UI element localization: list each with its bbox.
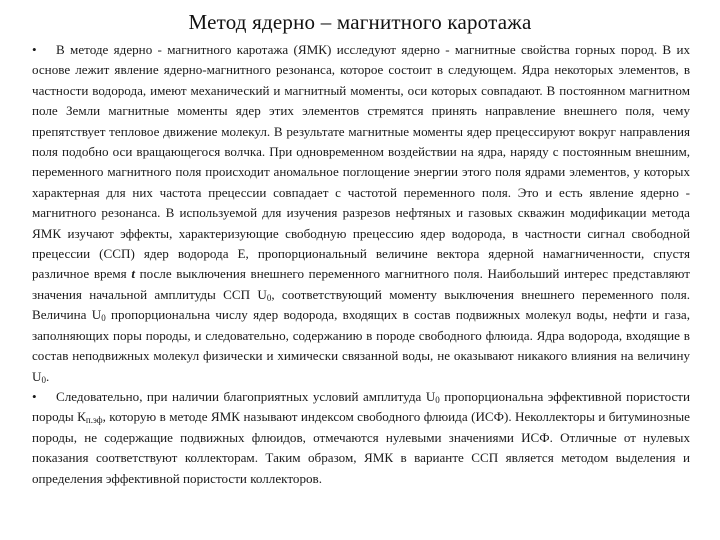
bullet-marker-2: •: [32, 388, 37, 404]
paragraph-2-text-b: пропорциональна эффективной пористости породы К: [32, 388, 690, 425]
bullet-marker-1: •: [32, 42, 37, 57]
subscript: 0: [435, 394, 440, 405]
paragraph-1: [32, 40, 690, 387]
time-variable: t: [131, 266, 135, 282]
paragraph-1-text-a: В методе ядерно - магнитного каротажа (ЯМК) исследуют ядерно - магнитные свойства горных пород. В их основе лежит явление ядерно-магнитного резонанса, которое состоит в следующем. Ядра некоторых элементов, в частности водорода, имеют механический и магнитный моменты, оси которых совпадают. В постоянном магнитном поле Земли магнитные моменты ядер этих элементов стремятся принять направление внешнего поля, чему препятствует тепловое движение молекул. В результате магнитные моменты ядер прецессируют вокруг направления поля подобно оси вращающегося волчка. При одновременном воздействии на ядра, наряду с постоянным внешним, переменного магнитного поля происходит аномальное поглощение энергии этого поля ядрами элементов, у которых характерная для них частота прецессии совпадает с частотой переменного поля. Это и есть явление ядерно - магнитного резонанса. В используемой для изучения разрезов нефтяных и газовых скважин модификации метода ЯМК изучают эффекты, характеризующие свободную прецессию ядер водорода, в частности сигнал свободной прецессии (ССП) ядер водорода Е, пропорциональный величине вектора ядерной намагниченности, спустя различное время: [32, 42, 690, 282]
paragraph-2-text-c: , которую в методе ЯМК называют индексом свободного флюида (ИСФ). Неколлекторы и битуминозные породы, не содержащие подвижных флюидов, отмечаются нулевыми значениями ИСФ. Отличные от нулевых показания соответствуют коллекторам. Таким образом, ЯМК в варианте ССП является методом выделения и определения эффективной пористости коллекторов.: [32, 409, 690, 486]
paragraph-1-text-b: после выключения внешнего переменного магнитного поля. Наибольший интерес представляют значения начальной амплитуды ССП U: [32, 266, 690, 302]
subscript: 0: [101, 313, 106, 324]
paragraph-2: [32, 387, 690, 489]
paragraph-1-text-c: , соответствующий моменту выключения внешнего переменного поля. Величина U: [32, 286, 690, 323]
paragraph-1-text-e: .: [45, 368, 50, 384]
subscript: 0: [41, 374, 46, 385]
paragraph-1-text-d: пропорциональна числу ядер водорода, входящих в состав подвижных молекул воды, нефти и газа, заполняющих поры породы, и следовательно, содержанию в породе свободного флюида. Ядра водорода, входящие в состав неподвижных молекул физически и химически связанной воды, не оказывают никакого влияния на величину U: [32, 307, 691, 384]
slide-title: Метод ядерно – магнитного каротажа: [188, 10, 532, 34]
paragraph-2-text-a: Следовательно, при наличии благоприятных условий амплитуда U: [56, 388, 436, 404]
subscript: 0: [266, 292, 272, 303]
subscript: п.эф: [85, 415, 103, 426]
slide-body: [32, 40, 690, 489]
